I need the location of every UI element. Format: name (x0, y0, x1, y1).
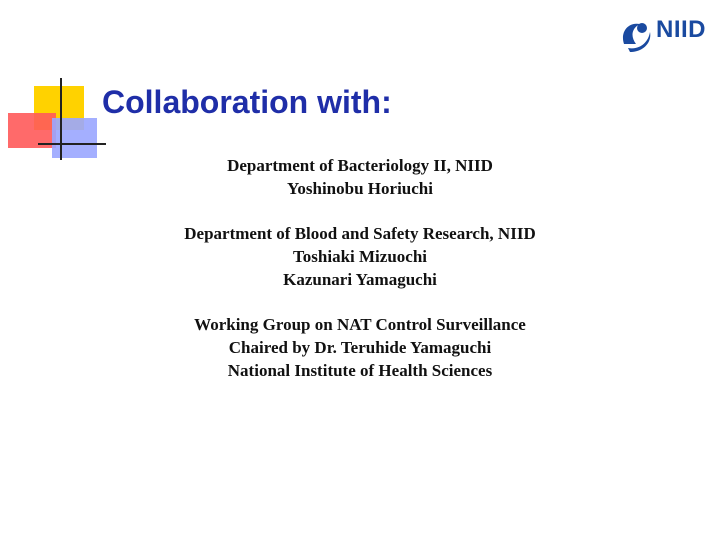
niid-logo-text: NIID (656, 16, 706, 43)
collaborators-list (0, 154, 720, 404)
group-department: Department of Bacteriology II, NIID (227, 156, 493, 175)
decor-horizontal-line (38, 143, 106, 145)
decorative-corner-block (0, 0, 110, 170)
group-department: Working Group on NAT Control Surveillance (194, 315, 526, 334)
group-chair: Chaired by Dr. Teruhide Yamaguchi (228, 338, 492, 357)
group-person: Yoshinobu Horiuchi (287, 179, 433, 198)
niid-logo-icon (618, 14, 658, 54)
decor-blue-square (52, 118, 97, 158)
slide-title: Collaboration with: (102, 84, 392, 120)
collaborator-group (0, 154, 720, 200)
collaborator-group (0, 222, 720, 291)
decor-vertical-line (60, 78, 62, 160)
group-institute: National Institute of Health Sciences (227, 361, 493, 380)
group-person: Toshiaki Mizuochi (293, 247, 427, 266)
group-department: Department of Blood and Safety Research, NIID (184, 224, 536, 243)
niid-logo (618, 14, 708, 54)
collaborator-group (0, 313, 720, 382)
group-person: Kazunari Yamaguchi (283, 270, 437, 289)
